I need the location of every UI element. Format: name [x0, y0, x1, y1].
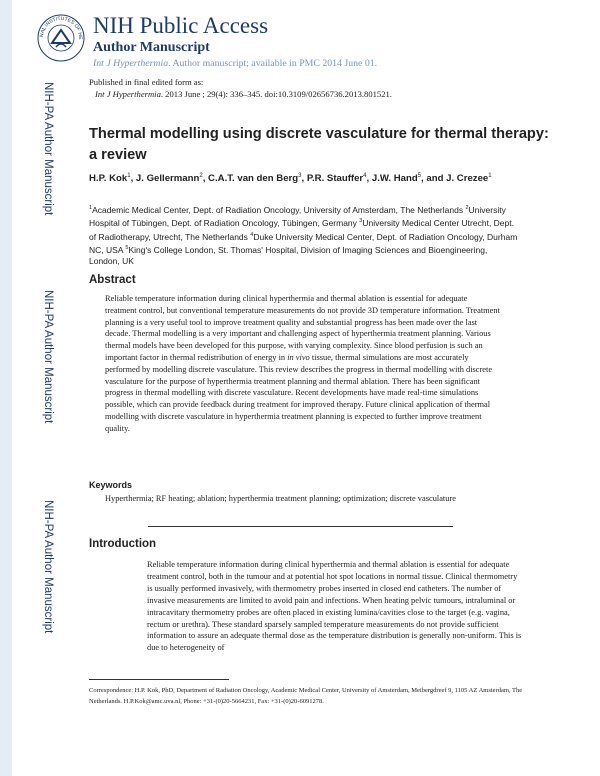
affil-number: 4	[250, 231, 254, 238]
affil-number: 2	[465, 205, 469, 211]
author-name: J. Gellermann	[135, 173, 200, 185]
abstract-italic: in vivo	[287, 352, 310, 362]
author-name: H.P. Kok	[89, 173, 128, 185]
affil-text: King's College London, St. Thomas' Hospital, Division of Imaging Sciences and Bioengineering, London, UK	[89, 244, 488, 267]
correspondence-footnote: Correspondence: H.P. Kok, PhD, Department of Radiation Oncology, Academic Medical Center, University of Amsterdam, Meibergdreef 9, 1105 AZ Amsterdam, The Netherlands. H.P.Kok@amc.uva.nl, Phone: +31-(0)20-5664231, Fax: +31-(0)20-6091278.	[89, 687, 523, 705]
pub-journal: Int J Hyperthermia	[95, 89, 161, 99]
author-affil-mark: 1	[488, 173, 492, 179]
affil-text: University Hospital of Tübingen, Dept. of Radiation Oncology, Tübingen, Germany	[89, 204, 506, 229]
citation-journal: Int J Hyperthermia	[93, 58, 169, 69]
affil-text: Academic Medical Center, Dept. of Radiation Oncology, University of Amsterdam, The Netherlands	[92, 204, 466, 215]
logo-text: NAL INSTITUTES OF HE	[38, 15, 84, 40]
author-affil-mark: 3	[298, 173, 302, 179]
keywords-list: Hyperthermia; RF heating; ablation; hyperthermia treatment planning; optimization; discrete vasculature	[105, 494, 456, 503]
affiliations	[89, 203, 519, 268]
sidebar-watermark-2: NIH-PA Author Manuscript	[42, 290, 54, 424]
affil-number: 5	[125, 244, 129, 251]
nih-public-access-title: NIH Public Access	[93, 13, 269, 38]
affil-text: Duke University Medical Center, Dept. of Radiation Oncology, Durham NC, USA	[89, 231, 518, 255]
manuscript-citation	[93, 58, 377, 69]
section-divider	[148, 526, 453, 527]
paper-title: Thermal modelling using discrete vasculature for thermal therapy: a review	[89, 126, 549, 163]
keywords-heading: Keywords	[89, 480, 133, 490]
affil-text: University Medical Center Utrecht, Dept. of Radiotherapy, Utrecht, The Netherlands	[89, 218, 514, 242]
affil-number: 3	[359, 218, 363, 225]
author-name: P.R. Stauffer	[306, 173, 364, 185]
author-affil-mark: 2	[199, 173, 203, 179]
author-name: J.W. Hand	[371, 173, 418, 185]
author-name: C.A.T. van den Berg	[208, 173, 299, 185]
affil-number: 1	[89, 205, 93, 211]
publication-info	[89, 76, 392, 100]
author-manuscript-label: Author Manuscript	[93, 40, 210, 55]
sidebar-watermark-3: NIH-PA Author Manuscript	[42, 500, 54, 634]
abstract-body: Reliable temperature information during clinical hyperthermia and thermal ablation is essential for adequate treatment control, but conventional temperature measurements do not provide 3D temperature information. Treatment planning is a very useful tool to improve treatment quality and substantial progress has been made over the last decade. Thermal modelling is a very important and challenging aspect of hyperthermia treatment planning. Various thermal models have been developed for this purpose, with varying complexity. Since blood perfusion is such an important factor in thermal redistribution of energy in in vivo tissue, thermal simulations are most accurately performed by modelling discrete vasculature. This review describes the progress in thermal modelling with discrete vasculature for the purpose of hyperthermia treatment planning and thermal ablation. There has been significant progress in thermal modelling with discrete vasculature. Recent developments have made real-time simulations possible, which can provide feedback during treatment for improved therapy. Future clinical application of thermal modelling with discrete vasculature in hyperthermia treatment planning is expected to further improve treatment quality.	[105, 294, 500, 433]
abstract-heading: Abstract	[89, 274, 136, 286]
author-affil-mark: 5	[417, 173, 422, 179]
author-list: H.P. Kok$^1$, J. Gellermann$^2$, C.A.T. van den Berg$^3$, P.R. Stauffer$^4$, J.W. Hand$^5$, and J. Crezee$^1$	[89, 173, 492, 185]
footnote-divider	[89, 679, 229, 680]
introduction-heading: Introduction	[89, 538, 157, 550]
citation-availability: . Author manuscript; available in PMC 2014 June 01.	[168, 58, 378, 69]
author-affil-mark: 1	[127, 173, 131, 179]
sidebar-watermark-1: NIH-PA Author Manuscript	[42, 82, 54, 216]
nih-logo-icon	[36, 13, 86, 63]
author-name: J. Crezee	[446, 173, 489, 185]
author-affil-mark: 4	[363, 173, 367, 179]
pub-details: . 2013 June ; 29(4): 336–345. doi:10.3109/02656736.2013.801521.	[160, 89, 392, 99]
svg-text:NATIONAL INSTITUTES OF HEALTH	[36, 13, 83, 40]
published-label: Published in final edited form as:	[89, 77, 204, 87]
introduction-body: Reliable temperature information during clinical hyperthermia and thermal ablation is essential for adequate treatment control, both in the tumour and at potential hot spot locations in normal tissue. Clinical thermometry is usually performed invasively, with thermometry probes inserted in closed end catheters. The number of invasive measurements are limited to avoid pain and infections. When heating pelvic tumours, intraluminal or intracavitary thermometry probes are often placed in existing lumina/cavities close to the target (e.g. vagina, rectum or urethra). These standard sparsely sampled temperature measurements do not provide sufficient information to assure an adequate thermal dose as the temperature distribution is generally non-uniform. This is due to heterogeneity of	[147, 560, 522, 653]
